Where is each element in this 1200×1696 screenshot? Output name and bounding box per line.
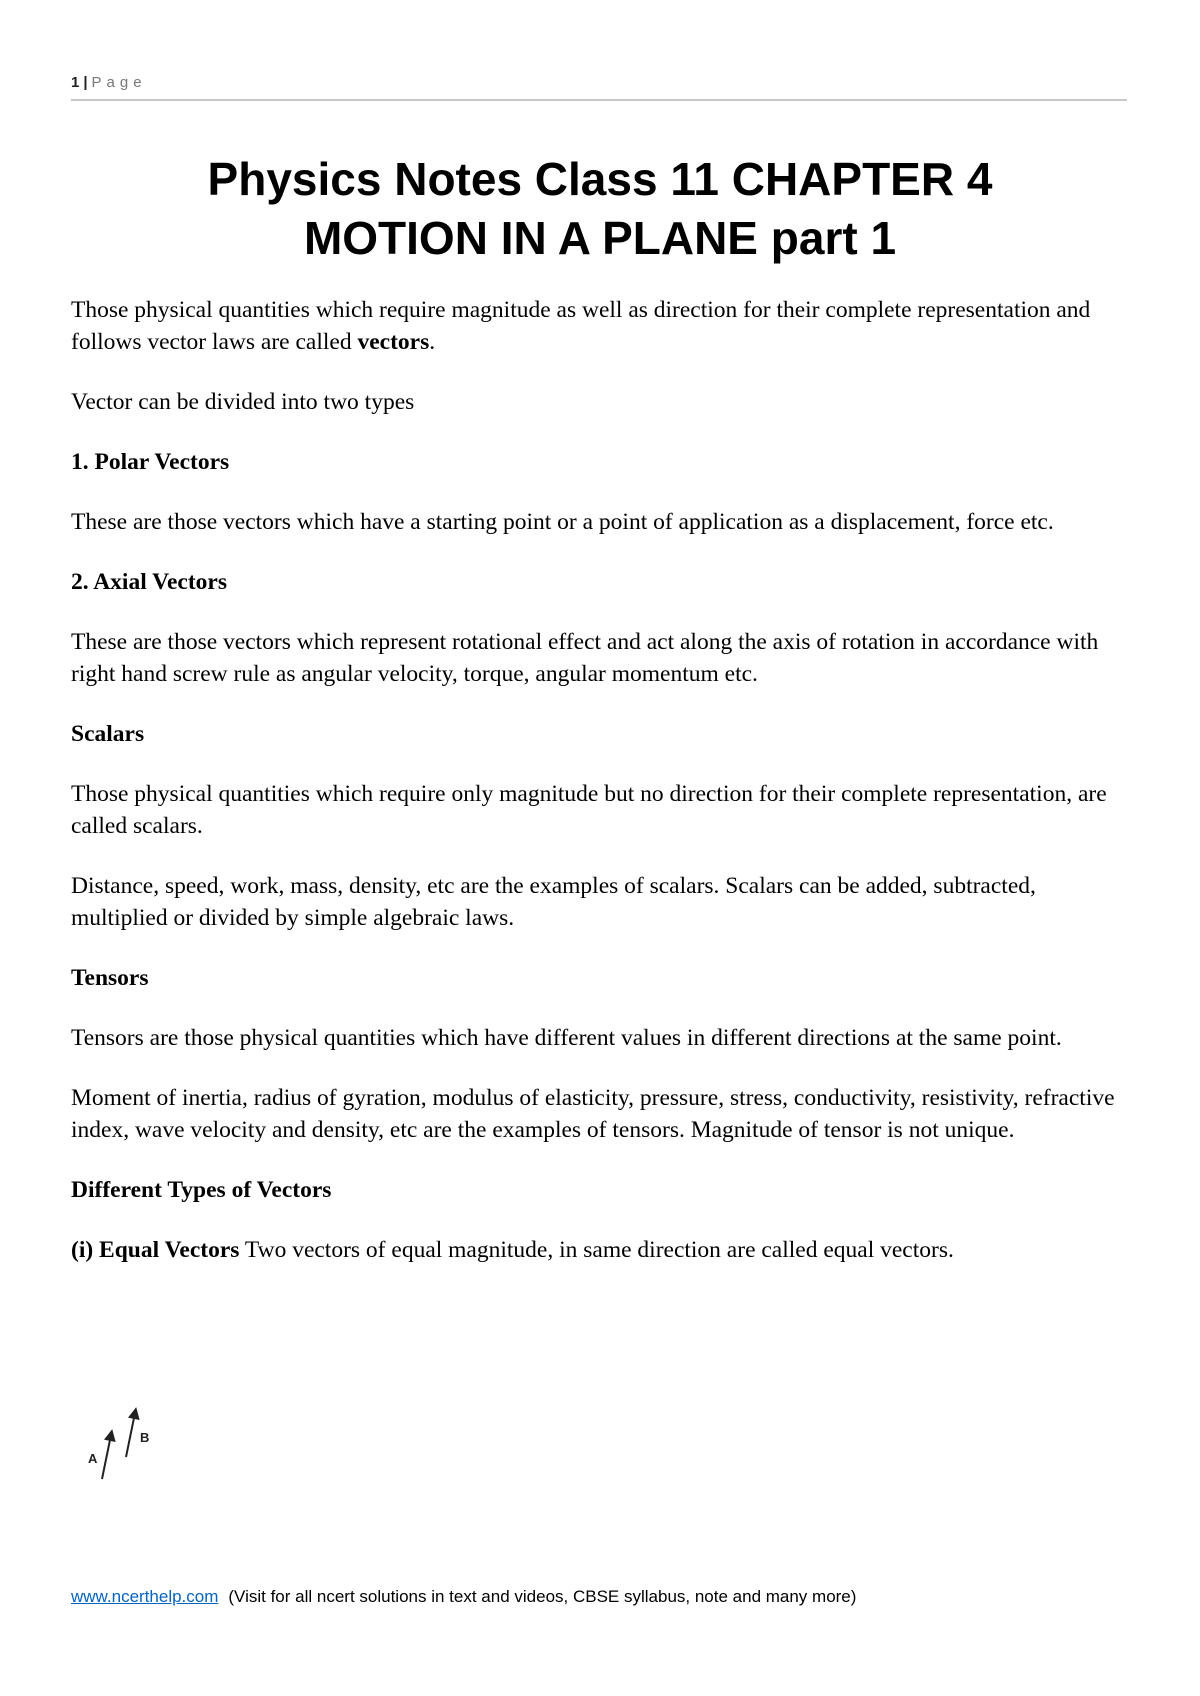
- intro-end: .: [429, 329, 436, 355]
- document-body: [71, 294, 1131, 1294]
- header-separator: |: [83, 74, 88, 91]
- equal-vectors-paragraph: [71, 1234, 1131, 1266]
- page-title: [0, 150, 1200, 268]
- page-number: 1: [71, 74, 80, 91]
- intro-text: Those physical quantities which require magnitude as well as direction for their complete representation and follows vector laws are called: [71, 297, 1091, 355]
- header-rule: [71, 99, 1127, 101]
- equal-vectors-figure: [80, 1395, 180, 1495]
- tensors-heading: Tensors: [71, 965, 149, 991]
- scalars-heading: Scalars: [71, 721, 145, 747]
- tensors-text-1: Tensors are those physical quantities which have different values in different directions at the same point.: [71, 1025, 1062, 1051]
- page-header: [71, 74, 147, 91]
- types-intro: Vector can be divided into two types: [71, 389, 415, 415]
- title-line-1: Physics Notes Class 11 CHAPTER 4: [207, 153, 993, 205]
- scalars-text-1: Those physical quantities which require only magnitude but no direction for their complete representation, are called scalars.: [71, 781, 1107, 839]
- vector-b-label: B: [140, 1430, 150, 1445]
- polar-vectors-text: These are those vectors which have a starting point or a point of application as a displacement, force etc.: [71, 509, 1054, 535]
- vector-b-arrow: [126, 1413, 135, 1457]
- intro-bold: vectors: [357, 329, 430, 355]
- ncerthelp-link[interactable]: www.ncerthelp.com: [71, 1587, 219, 1606]
- vector-a-label: A: [88, 1451, 98, 1466]
- equal-vectors-text: Two vectors of equal magnitude, in same direction are called equal vectors.: [239, 1237, 954, 1263]
- page-word: Page: [91, 74, 147, 91]
- axial-vectors-heading: 2. Axial Vectors: [71, 569, 228, 595]
- axial-vectors-text: These are those vectors which represent rotational effect and act along the axis of rotation in accordance with right hand screw rule as angular velocity, torque, angular momentum etc.: [71, 629, 1099, 687]
- footer-note: (Visit for all ncert solutions in text and videos, CBSE syllabus, note and many more): [228, 1587, 857, 1606]
- scalars-text-2: Distance, speed, work, mass, density, etc are the examples of scalars. Scalars can be added, subtracted, multiplied or divided by simple algebraic laws.: [71, 873, 1036, 931]
- title-line-2: MOTION IN A PLANE part 1: [303, 212, 897, 264]
- polar-vectors-heading: 1. Polar Vectors: [71, 449, 230, 475]
- page-footer: [71, 1587, 856, 1607]
- vector-types-heading: Different Types of Vectors: [71, 1177, 332, 1203]
- intro-paragraph: [71, 294, 1131, 358]
- vector-a-arrow: [102, 1435, 111, 1479]
- equal-vectors-label: (i) Equal Vectors: [71, 1237, 240, 1263]
- tensors-text-2: Moment of inertia, radius of gyration, modulus of elasticity, pressure, stress, conductivity, resistivity, refractive index, wave velocity and density, etc are the examples of tensors. Magnitude of tensor is not unique.: [71, 1085, 1115, 1143]
